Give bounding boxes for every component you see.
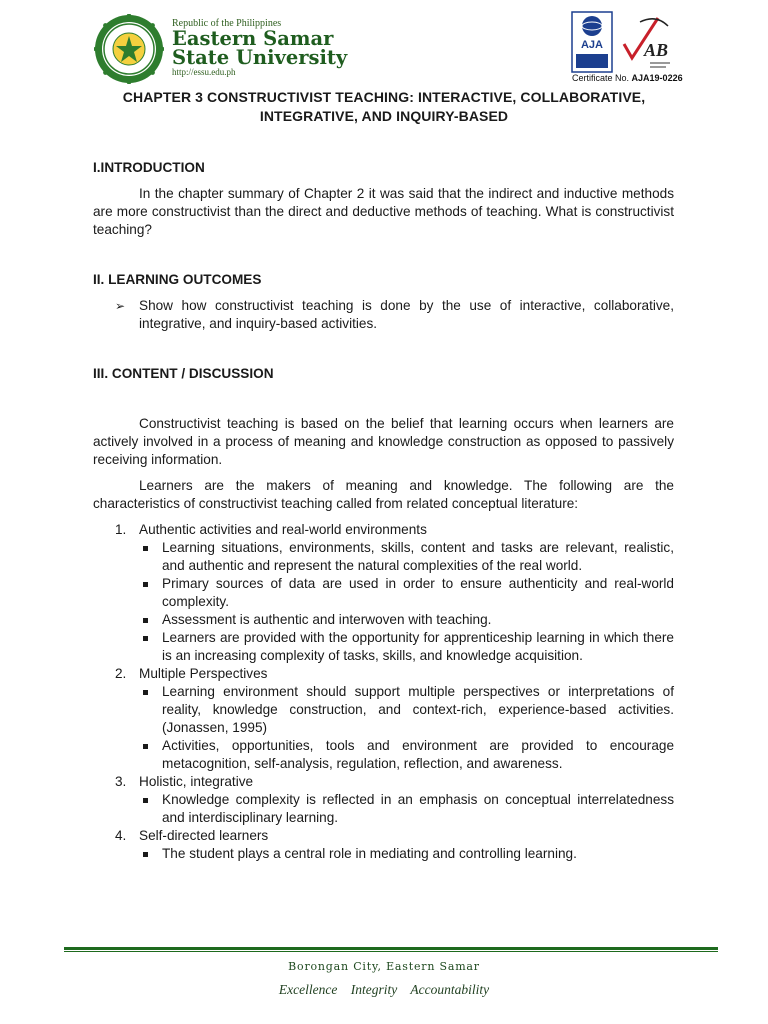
square-bullet-icon	[143, 618, 148, 623]
sub-bullet-list	[139, 791, 674, 827]
list-item-title: Holistic, integrative	[139, 774, 254, 789]
list-item	[139, 683, 674, 737]
university-name-block	[172, 18, 347, 78]
footer-divider-thin	[64, 951, 718, 952]
learning-outcomes-heading: II. LEARNING OUTCOMES	[93, 272, 262, 287]
square-bullet-icon	[143, 582, 148, 587]
list-item-title: Self-directed learners	[139, 828, 269, 843]
list-item	[93, 773, 674, 827]
list-number: 4.	[115, 828, 127, 843]
square-bullet-icon	[143, 636, 148, 641]
sub-bullet-list	[139, 845, 674, 863]
list-item	[93, 297, 674, 333]
introduction-heading: I.INTRODUCTION	[93, 160, 205, 175]
bullet-text: Assessment is authentic and interwoven with teaching.	[162, 612, 492, 627]
learning-outcomes-list	[93, 297, 674, 333]
republic-label: Republic of the Philippines	[172, 18, 282, 29]
list-item	[139, 845, 674, 863]
square-bullet-icon	[143, 546, 148, 551]
square-bullet-icon	[143, 690, 148, 695]
certificate-label: Certificate No.	[572, 73, 630, 83]
bullet-text: Learning environment should support multiple perspectives or interpretations of reality, knowledge construction, and context-rich, experience-based activities. (Jonassen, 1995)	[162, 684, 674, 735]
bullet-text: The student plays a central role in mediating and controlling learning.	[162, 846, 577, 861]
list-item	[139, 575, 674, 611]
certificate-value: AJA19-0226	[631, 73, 683, 83]
discussion-paragraph-2: Learners are the makers of meaning and knowledge. The following are the characteristics of constructivist teaching called from related conceptual literature:	[93, 478, 674, 511]
bullet-text: Knowledge complexity is reflected in an emphasis on conceptual interrelatedness and interdisciplinary learning.	[162, 792, 674, 825]
list-item	[93, 827, 674, 863]
bullet-text: Activities, opportunities, tools and environment are provided to encourage metacognition, self-analysis, regulation, reflection, and awareness.	[162, 738, 674, 771]
document-body	[93, 159, 674, 863]
sub-bullet-list	[139, 539, 674, 665]
footer-city: Borongan City, Eastern Samar	[288, 960, 480, 973]
square-bullet-icon	[143, 852, 148, 857]
list-item	[139, 539, 674, 575]
list-item-title: Authentic activities and real-world environments	[139, 522, 427, 537]
content-discussion-heading: III. CONTENT / DISCUSSION	[93, 366, 274, 381]
chapter-title	[88, 88, 680, 126]
arrow-bullet-icon: ➢	[115, 299, 126, 313]
list-item	[139, 611, 674, 629]
list-item	[93, 521, 674, 665]
aja-certification-icon	[572, 12, 612, 72]
letterhead	[0, 0, 768, 90]
list-number: 1.	[115, 522, 127, 537]
square-bullet-icon	[143, 798, 148, 803]
university-seal-icon	[94, 14, 164, 84]
list-item-title: Multiple Perspectives	[139, 666, 268, 681]
university-name-line2: State University	[172, 46, 348, 69]
introduction-paragraph: In the chapter summary of Chapter 2 it was said that the indirect and inductive methods are more constructivist than the direct and deductive methods of teaching. What is constructivist teaching?	[93, 186, 674, 237]
list-item	[139, 791, 674, 827]
jab-accreditation-icon	[624, 18, 670, 68]
university-url: http://essu.edu.ph	[172, 67, 236, 77]
footer-motto: Excellence Integrity Accountability	[278, 982, 490, 997]
characteristics-list	[93, 521, 674, 863]
university-name-line1: Eastern Samar	[172, 27, 334, 50]
chapter-title-line2: INTEGRATIVE, AND INQUIRY-BASED	[259, 108, 509, 124]
list-item	[139, 629, 674, 665]
list-item	[139, 737, 674, 773]
square-bullet-icon	[143, 744, 148, 749]
sub-bullet-list	[139, 683, 674, 773]
bullet-text: Learning situations, environments, skills, content and tasks are relevant, realistic, and authentic and represent the natural complexities of the real world.	[162, 540, 674, 573]
list-number: 2.	[115, 666, 127, 681]
learning-outcome-text: Show how constructivist teaching is done by the use of interactive, collaborative, integrative, and inquiry-based activities.	[139, 298, 674, 331]
aja-logo-text: AJA	[580, 39, 604, 51]
bullet-text: Primary sources of data are used in order to ensure authenticity and real-world complexity.	[162, 576, 674, 609]
chapter-title-line1: CHAPTER 3 CONSTRUCTIVIST TEACHING: INTERACTIVE, COLLABORATIVE,	[122, 89, 646, 105]
certification-logos	[568, 10, 678, 76]
certificate-number	[572, 73, 683, 83]
list-number: 3.	[115, 774, 127, 789]
jab-logo-text: AB	[643, 40, 669, 60]
discussion-paragraph-1: Constructivist teaching is based on the belief that learning occurs when learners are actively involved in a process of meaning and knowledge construction as opposed to passively receiving information.	[93, 416, 674, 467]
list-item	[93, 665, 674, 773]
footer-divider	[64, 947, 718, 950]
bullet-text: Learners are provided with the opportunity for apprenticeship learning in which there is an increasing complexity of tasks, skills, and knowledge acquisition.	[162, 630, 674, 663]
